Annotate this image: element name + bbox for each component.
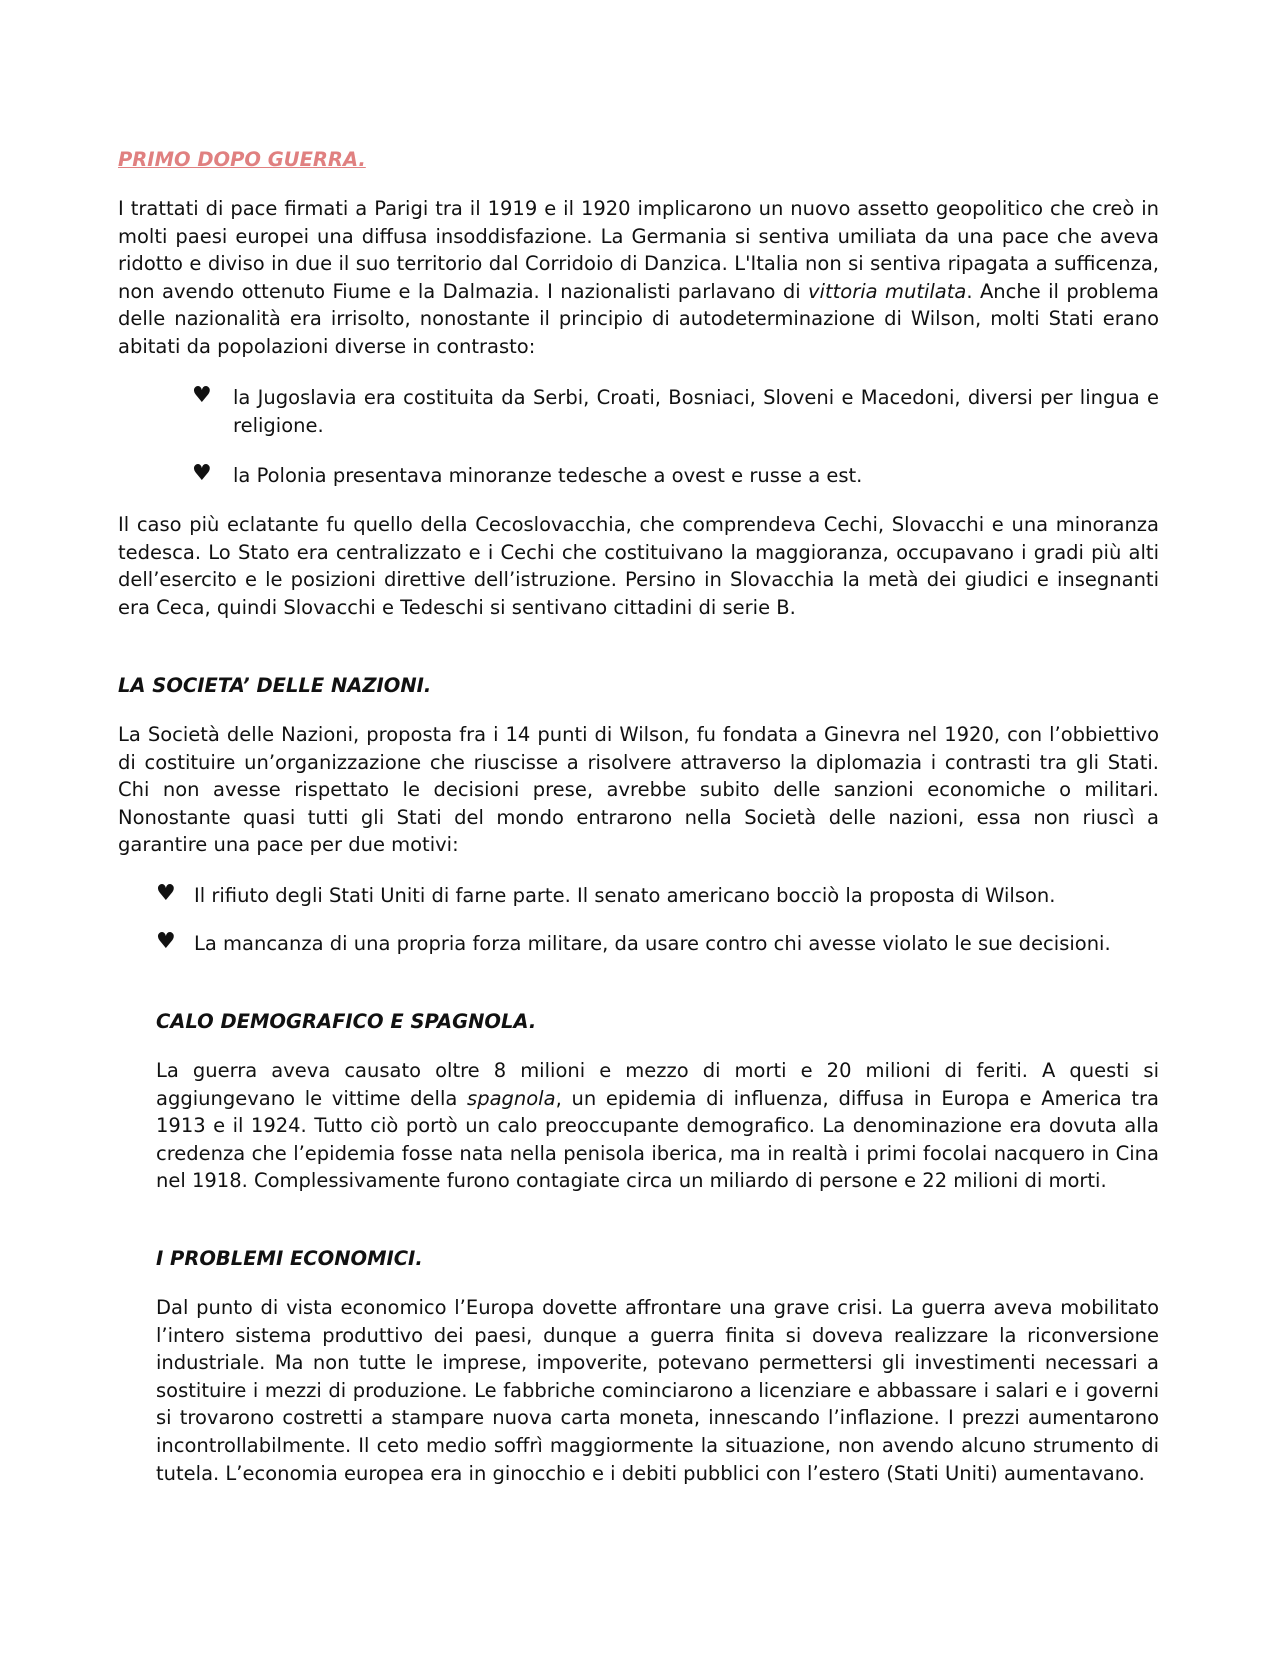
paragraph-spagnola bbox=[156, 1057, 1159, 1195]
paragraph-text: I trattati di pace firmati a Parigi tra il 1919 e il 1920 implicarono un nuovo assetto geopolitico che creò in molti paesi europei una diffusa insoddisfazione. La Germania si sentiva umiliata da una pace che aveva ridotto e diviso in due il suo territorio dal Corridoio di Danzica. L'Italia non si sentiva ripagata a sufficenza, non avendo ottenuto Fiume e la Dalmazia. I nazionalisti parlavano di bbox=[118, 197, 1159, 303]
heart-bullet-icon: ♥ bbox=[156, 881, 176, 906]
paragraph-text: La guerra aveva causato oltre 8 milioni e mezzo di morti e 20 milioni di feriti. A questi si aggiungevano le vittime della bbox=[156, 1059, 1159, 1110]
list-item-forza-militare: La mancanza di una propria forza militare, da usare contro chi avesse violato le sue decisioni. bbox=[194, 932, 1111, 955]
heart-bullet-icon: ♥ bbox=[192, 383, 212, 408]
section-heading-societa-delle-nazioni: LA SOCIETA’ DELLE NAZIONI. bbox=[118, 674, 432, 697]
heart-bullet-icon: ♥ bbox=[192, 461, 212, 486]
list-item-rifiuto-stati-uniti: Il rifiuto degli Stati Uniti di farne parte. Il senato americano bocciò la proposta di Wilson. bbox=[194, 884, 1056, 907]
paragraph-text: . Anche il problema delle nazionalità era irrisolto, nonostante il principio di autodeterminazione di Wilson, molti Stati erano abitati da popolazioni diverse in contrasto: bbox=[118, 279, 1159, 358]
paragraph-cecoslovacchia: Il caso più eclatante fu quello della Cecoslovacchia, che comprendeva Cechi, Slovacchi e una minoranza tedesca. Lo Stato era centralizzato e i Cechi che costituivano la maggioranza, occupavano i gradi più alti dell’esercito e le posizioni direttive dell’istruzione. Persino in Slovacchia la metà dei giudici e insegnanti era Ceca, quindi Slovacchi e Tedeschi si sentivano cittadini di serie B. bbox=[118, 513, 1159, 619]
emphasis-text: spagnola bbox=[467, 1086, 556, 1110]
heart-bullet-icon: ♥ bbox=[156, 929, 176, 954]
section-heading-problemi-economici: I PROBLEMI ECONOMICI. bbox=[156, 1247, 423, 1270]
paragraph-text: , un epidemia di influenza, diffusa in Europa e America tra 1913 e il 1924. Tutto ciò portò un calo preoccupante demografico. La denominazione era dovuta alla credenza che l’epidemia fosse nata nella penisola iberica, ma in realtà i primi focolai nacquero in Cina nel 1918. Complessivamente furono contagiate circa un miliardo di persone e 22 milioni di morti. bbox=[156, 1086, 1159, 1193]
section-heading-calo-demografico: CALO DEMOGRAFICO E SPAGNOLA. bbox=[156, 1010, 537, 1033]
section-heading-primo-dopo-guerra: PRIMO DOPO GUERRA. bbox=[118, 148, 366, 171]
list-item-polonia: la Polonia presentava minoranze tedesche a ovest e russe a est. bbox=[233, 464, 863, 487]
list-item-jugoslavia: la Jugoslavia era costituita da Serbi, Croati, Bosniaci, Sloveni e Macedoni, diversi per lingua e religione. bbox=[233, 386, 1159, 437]
paragraph-problemi-economici: Dal punto di vista economico l’Europa dovette affrontare una grave crisi. La guerra aveva mobilitato l’intero sistema produttivo dei paesi, dunque a guerra finita si doveva realizzare la riconversione industriale. Ma non tutte le imprese, impoverite, potevano permettersi gli investimenti necessari a sostituire i mezzi di produzione. Le fabbriche cominciarono a licenziare e abbassare i salari e i governi si trovarono costretti a stampare nuova carta moneta, innescando l’inflazione. I prezzi aumentarono incontrollabilmente. Il ceto medio soffrì maggiormente la situazione, non avendo alcuno strumento di tutela. L’economia europea era in ginocchio e i debiti pubblici con l’estero (Stati Uniti) aumentavano. bbox=[156, 1296, 1159, 1485]
paragraph-societa-delle-nazioni: La Società delle Nazioni, proposta fra i 14 punti di Wilson, fu fondata a Ginevra nel 1920, con l’obbiettivo di costituire un’organizzazione che riuscisse a risolvere attraverso la diplomazia i contrasti tra gli Stati. Chi non avesse rispettato le decisioni prese, avrebbe subito delle sanzioni economiche o militari. Nonostante quasi tutti gli Stati del mondo entrarono nella Società delle nazioni, essa non riuscì a garantire una pace per due motivi: bbox=[118, 723, 1159, 857]
emphasis-text: vittoria mutilata bbox=[808, 279, 967, 303]
paragraph-trattati-di-pace bbox=[118, 195, 1159, 361]
